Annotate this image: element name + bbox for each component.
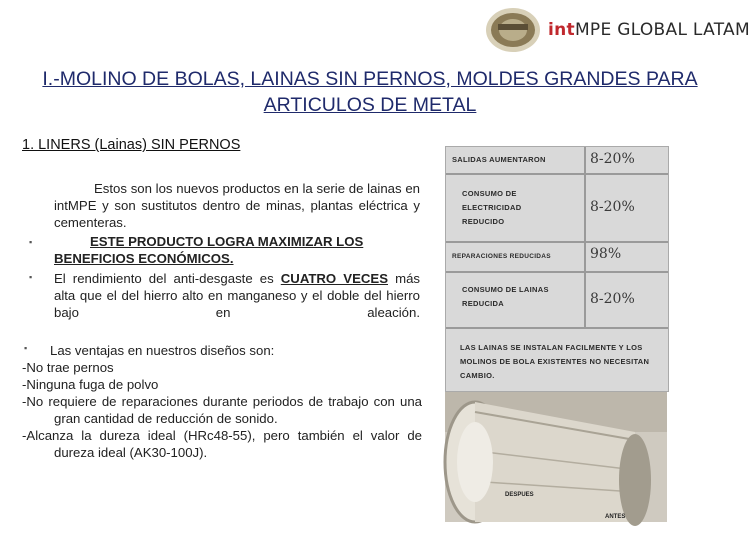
ball-mill-image xyxy=(445,392,667,522)
panel-row-label: CONSUMO DE LAINAS REDUCIDA xyxy=(462,285,549,308)
section-subtitle: 1. LINERS (Lainas) SIN PERNOS xyxy=(22,137,241,153)
panel-row-label: SALIDAS AUMENTARON xyxy=(452,155,546,164)
advantages-list xyxy=(22,342,422,461)
list-item: -Ninguna fuga de polvo xyxy=(22,377,159,392)
bullet-icon: ▪ xyxy=(24,343,28,353)
panel-row xyxy=(446,147,668,175)
bullet-icon: ▪ xyxy=(29,272,33,282)
before-label: ANTES xyxy=(605,514,626,520)
benefits-panel xyxy=(445,146,669,392)
company-emblem-icon xyxy=(484,6,542,54)
list-item: -No trae pernos xyxy=(22,360,114,375)
panel-note: LAS LAINAS SE INSTALAN FACILMENTE Y LOS MOLINOS DE BOLA EXISTENTES NO NECESITAN CAMBIO. xyxy=(460,343,650,380)
page-title: I.-MOLINO DE BOLAS, LAINAS SIN PERNOS, MOLDES GRANDES PARA ARTICULOS DE METAL xyxy=(42,68,698,116)
wear-paragraph: El rendimiento del anti-desgaste es CUATRO VECES más alta que el del hierro alto en manganeso y el doble del hierro bajo en aleación. xyxy=(54,271,420,320)
panel-row-value: 8-20% xyxy=(584,147,668,173)
panel-row-value: 8-20% xyxy=(584,273,668,327)
panel-row xyxy=(446,273,668,329)
list-item: -No requiere de reparaciones durante periodos de trabajo con una gran cantidad de reducción de sonido. xyxy=(22,394,422,426)
after-label: DESPUES xyxy=(505,492,534,498)
bullet-icon: ▪ xyxy=(29,237,33,247)
benefit-paragraph: ESTE PRODUCTO LOGRA MAXIMIZAR LOS BENEFICIOS ECONÓMICOS. xyxy=(54,234,364,266)
panel-row-value: 8-20% xyxy=(584,175,668,241)
list-item: -Alcanza la dureza ideal (HRc48-55), pero también el valor de dureza ideal (AK30-100J). xyxy=(22,428,422,460)
ball-mill-photo xyxy=(445,392,667,522)
advantages-heading: Las ventajas en nuestros diseños son: xyxy=(50,343,275,358)
panel-row-value: 98% xyxy=(584,243,668,271)
company-logo-text: intMPE GLOBAL LATAM xyxy=(548,20,750,40)
panel-row xyxy=(446,243,668,273)
intro-paragraph: Estos son los nuevos productos en la serie de lainas en intMPE y son sustitutos dentro de minas, plantas eléctrica y cementeras. xyxy=(54,181,420,230)
panel-row-label: REPARACIONES REDUCIDAS xyxy=(452,253,551,260)
panel-row-label: CONSUMO DE ELECTRICIDAD REDUCIDO xyxy=(462,189,522,226)
panel-row xyxy=(446,175,668,243)
